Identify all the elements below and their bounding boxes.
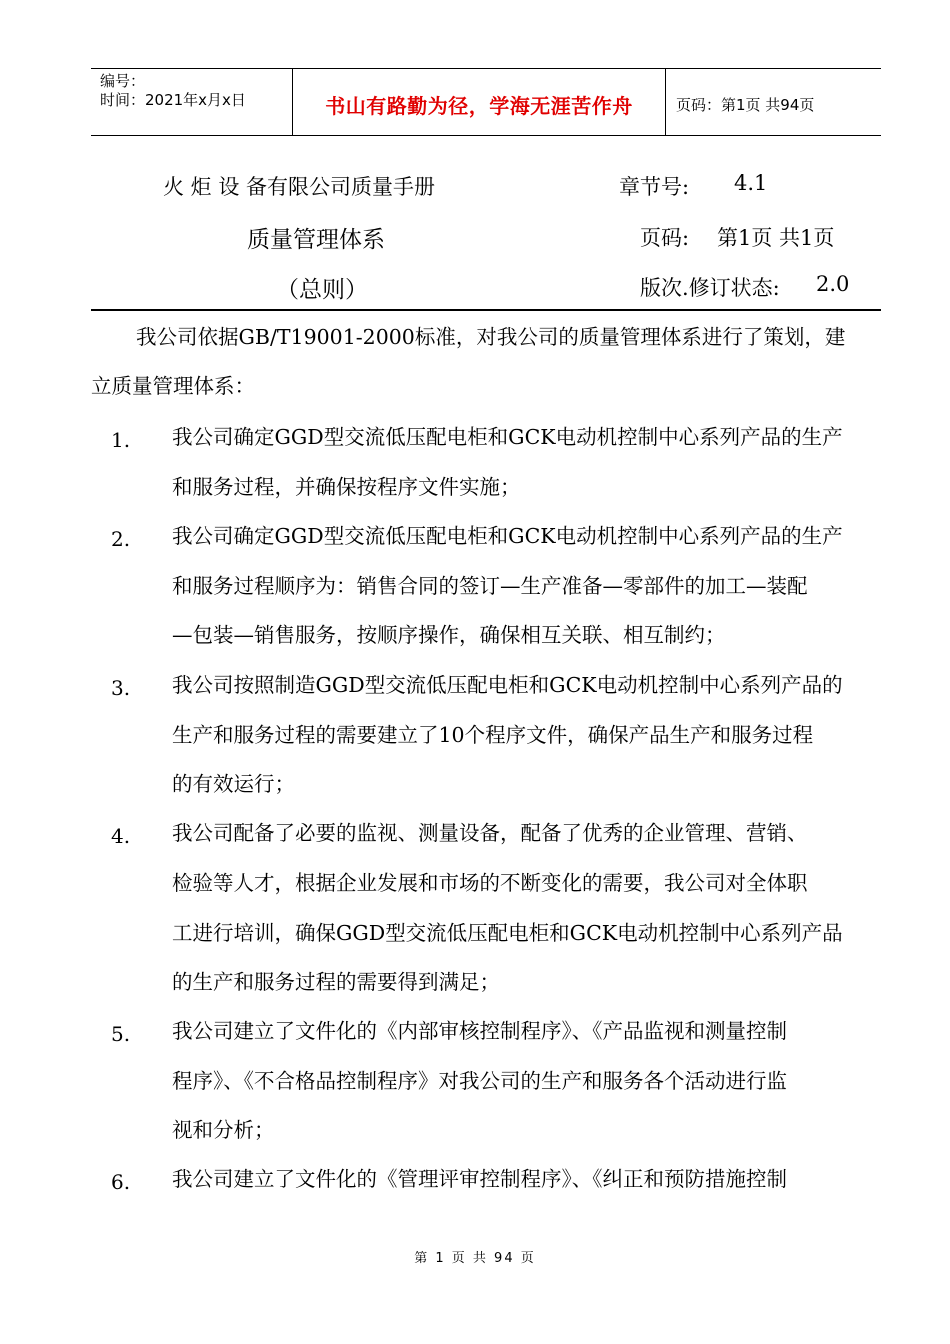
header-page-cell: [666, 69, 881, 135]
list-item-line: 我公司确定GGD型交流低压配电柜和GCK电动机控制中心系列产品的生产: [172, 425, 843, 449]
list-item-number: 6.: [111, 1170, 131, 1194]
intro-line-2: 立质量管理体系：: [91, 374, 255, 398]
list-item-number: 2.: [111, 527, 131, 551]
list-item-line: 视和分析；: [172, 1118, 275, 1142]
list-item-line: 我公司建立了文件化的《内部审核控制程序》、《产品监视和测量控制: [172, 1019, 787, 1043]
list-item-number: 5.: [111, 1022, 131, 1046]
section-title: 质量管理体系: [247, 227, 385, 253]
list-item-line: 我公司配备了必要的监视、测量设备，配备了优秀的企业管理、营销、: [172, 821, 808, 845]
title-divider: [91, 309, 881, 311]
revision-value: 2.0: [816, 272, 850, 296]
chapter-label: 章节号:: [619, 175, 690, 199]
list-item-number: 1.: [111, 428, 131, 452]
list-item-line: —包装—销售服务，按顺序操作，确保相互关联、相互制约；: [172, 623, 726, 647]
header-motto: 书山有路勤为径，学海无涯苦作舟: [325, 94, 633, 118]
document-time-label: 时间：2021年x月x日: [100, 91, 246, 109]
list-item-line: 和服务过程顺序为：销售合同的签订—生产准备—零部件的加工—装配: [172, 574, 808, 598]
manual-title: 火 炬 设 备有限公司质量手册: [163, 175, 436, 199]
section-subtitle: （总则）: [276, 277, 368, 303]
list-item-number: 4.: [111, 824, 131, 848]
list-item-line: 我公司确定GGD型交流低压配电柜和GCK电动机控制中心系列产品的生产: [172, 524, 843, 548]
list-item-number: 3.: [111, 676, 131, 700]
header-table: [91, 68, 881, 136]
chapter-value: 4.1: [734, 171, 768, 195]
revision-label: 版次.修订状态:: [640, 276, 780, 300]
list-item-line: 和服务过程，并确保按程序文件实施；: [172, 475, 521, 499]
list-item-line: 生产和服务过程的需要建立了10个程序文件，确保产品生产和服务过程: [172, 723, 814, 747]
document-number-label: 编号：: [100, 72, 146, 90]
header-meta-cell: [91, 69, 293, 135]
header-page-info: 页码：第1页 共94页: [676, 96, 815, 114]
page-label: 页码:: [640, 226, 690, 250]
list-item-line: 检验等人才，根据企业发展和市场的不断变化的需要，我公司对全体职: [172, 871, 808, 895]
list-item-line: 的有效运行；: [172, 772, 295, 796]
list-item-line: 我公司建立了文件化的《管理评审控制程序》、《纠正和预防措施控制: [172, 1167, 787, 1191]
list-item-line: 的生产和服务过程的需要得到满足；: [172, 970, 500, 994]
intro-line-1: 我公司依据GB/T19001-2000标准，对我公司的质量管理体系进行了策划，建: [136, 325, 846, 349]
page-value: 第1页 共1页: [717, 226, 835, 250]
list-item-line: 工进行培训，确保GGD型交流低压配电柜和GCK电动机控制中心系列产品: [172, 921, 843, 945]
list-item-line: 程序》、《不合格品控制程序》对我公司的生产和服务各个活动进行监: [172, 1069, 787, 1093]
header-motto-cell: [293, 69, 666, 135]
list-item-line: 我公司按照制造GGD型交流低压配电柜和GCK电动机控制中心系列产品的: [172, 673, 843, 697]
page-footer: 第 1 页 共 94 页: [414, 1251, 536, 1266]
